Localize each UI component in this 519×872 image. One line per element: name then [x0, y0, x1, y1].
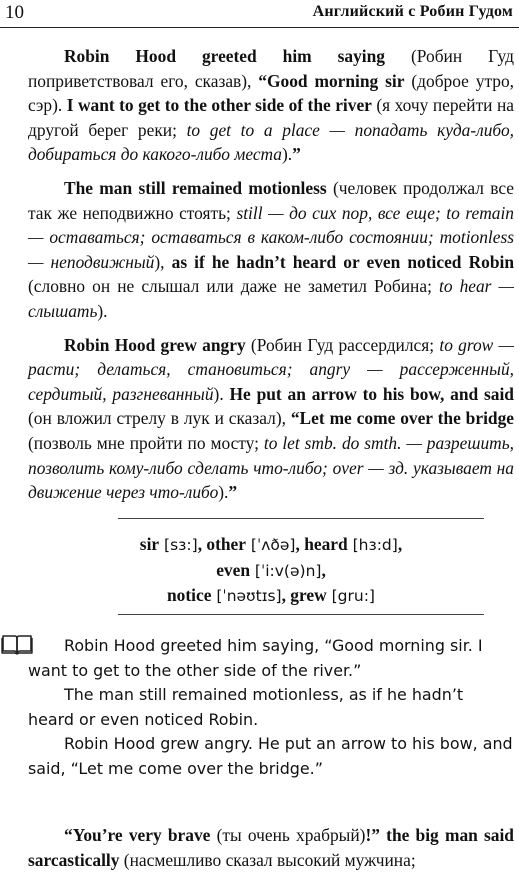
paragraph-3	[28, 333, 514, 505]
transcription: [ˈnəʊtɪs]	[211, 587, 282, 606]
running-title: Английский с Робин Гудом	[312, 3, 513, 20]
page-header	[0, 0, 519, 30]
translation: ),	[154, 251, 172, 272]
transcription: [ˈi:v(ə)n]	[250, 561, 322, 580]
transcription: [ˈʌðə]	[246, 536, 296, 554]
translation: ).	[97, 300, 108, 321]
english-paragraph: The man still remained motionless, as if he hadn’t heard or even noticed Robin.	[28, 685, 464, 729]
english-phrase: “Let me come over the bridge	[290, 408, 514, 429]
vocabulary-note: to hear — слышать	[28, 276, 514, 321]
translation: (Робин Гуд поприветствовал его, сказав),	[28, 46, 514, 91]
translation: ).	[282, 144, 293, 165]
english-phrase: “You’re very brave	[64, 825, 211, 845]
header-rule	[0, 27, 519, 28]
separator: ,	[281, 585, 291, 606]
pronunciation-line-3	[28, 583, 514, 609]
vocabulary-note: to grow — расти; делаться, становиться; angry — рассерженный, сердитый, разгневанный	[28, 334, 514, 404]
translation: (Робин Гуд рассердился;	[245, 334, 440, 355]
english-phrase: The man still remained motionless	[64, 177, 327, 198]
vocabulary-note: to let smb. do smth. — разрешить, позволить кому-либо сделать что-либо; over — зд. указывает на движение через что-либо	[28, 432, 514, 503]
translation: (человек продолжал все так же неподвижно стоять;	[28, 177, 514, 223]
english-phrase: ”	[228, 482, 238, 503]
separator: ,	[397, 534, 403, 554]
paragraph-2	[28, 176, 514, 324]
english-phrase: “Good morning sir	[258, 70, 405, 91]
pronunciation-word: heard	[304, 534, 348, 554]
english-phrase: Robin Hood grew angry	[64, 334, 246, 355]
pronunciation-rule-bottom	[118, 614, 484, 615]
transcription: [gru:]	[326, 587, 375, 606]
paragraph-4	[28, 823, 514, 872]
annotated-text	[28, 44, 514, 514]
separator: ,	[321, 559, 326, 580]
pronunciation-word: sir	[139, 534, 160, 554]
paragraph-1	[28, 44, 514, 167]
pronunciation-line-2	[28, 558, 514, 584]
transcription: [sɜ:]	[159, 536, 198, 554]
translation: (он вложил стрелу в лук и сказал),	[28, 408, 291, 429]
translation: (я хочу перейти на другой берег реки;	[28, 95, 514, 140]
translation: ).	[213, 383, 230, 404]
translation: (доброе утро, сэр).	[28, 70, 515, 116]
english-phrase: !” the big man said sarcastically	[28, 825, 514, 870]
english-phrase: I want to get to the other side of the river	[66, 95, 372, 116]
pronunciation-word: notice	[167, 585, 212, 606]
transcription: [hɜ:d]	[347, 536, 398, 554]
separator: ,	[295, 534, 305, 554]
translation: (насмешливо сказал высокий мужчина;	[119, 849, 416, 870]
pronunciation-rule-top	[118, 518, 484, 519]
english-phrase: Robin Hood greeted him saying	[64, 46, 385, 66]
pronunciation-word: even	[216, 559, 250, 580]
translation: (словно он не слышал или даже не заметил Робина;	[28, 276, 439, 297]
english-phrase: as if he hadn’t heard or even noticed Robin	[171, 251, 514, 272]
pronunciation-word: grew	[290, 585, 327, 606]
english-paragraph: Robin Hood greeted him saying, “Good morning sir. I want to get to the other side of the river.”	[28, 636, 483, 680]
translation: (ты очень храбрый)	[210, 825, 366, 845]
page-number: 10	[5, 2, 24, 23]
english-paragraph: Robin Hood grew angry. He put an arrow to his bow, and said, “Let me come over the bridge.”	[28, 734, 513, 778]
translation: (позволь мне пройти по мосту;	[28, 432, 264, 453]
english-phrase: He put an arrow to his bow, and said	[229, 383, 514, 404]
pronunciation-box	[28, 532, 514, 609]
next-annotated-text	[28, 823, 514, 872]
pronunciation-line-1	[28, 532, 514, 558]
english-reading-text	[28, 634, 514, 782]
english-phrase: ”	[292, 144, 301, 165]
separator: ,	[197, 534, 207, 554]
vocabulary-note: still — до сих пор, все еще; to remain — оставаться; оставаться в каком-либо состоянии; motionless — неподвижный	[28, 202, 514, 272]
translation: ).	[218, 482, 229, 503]
pronunciation-word: other	[206, 534, 246, 554]
vocabulary-note: to get to a place — попадать куда-либо, добираться до какого-либо места	[28, 119, 514, 165]
